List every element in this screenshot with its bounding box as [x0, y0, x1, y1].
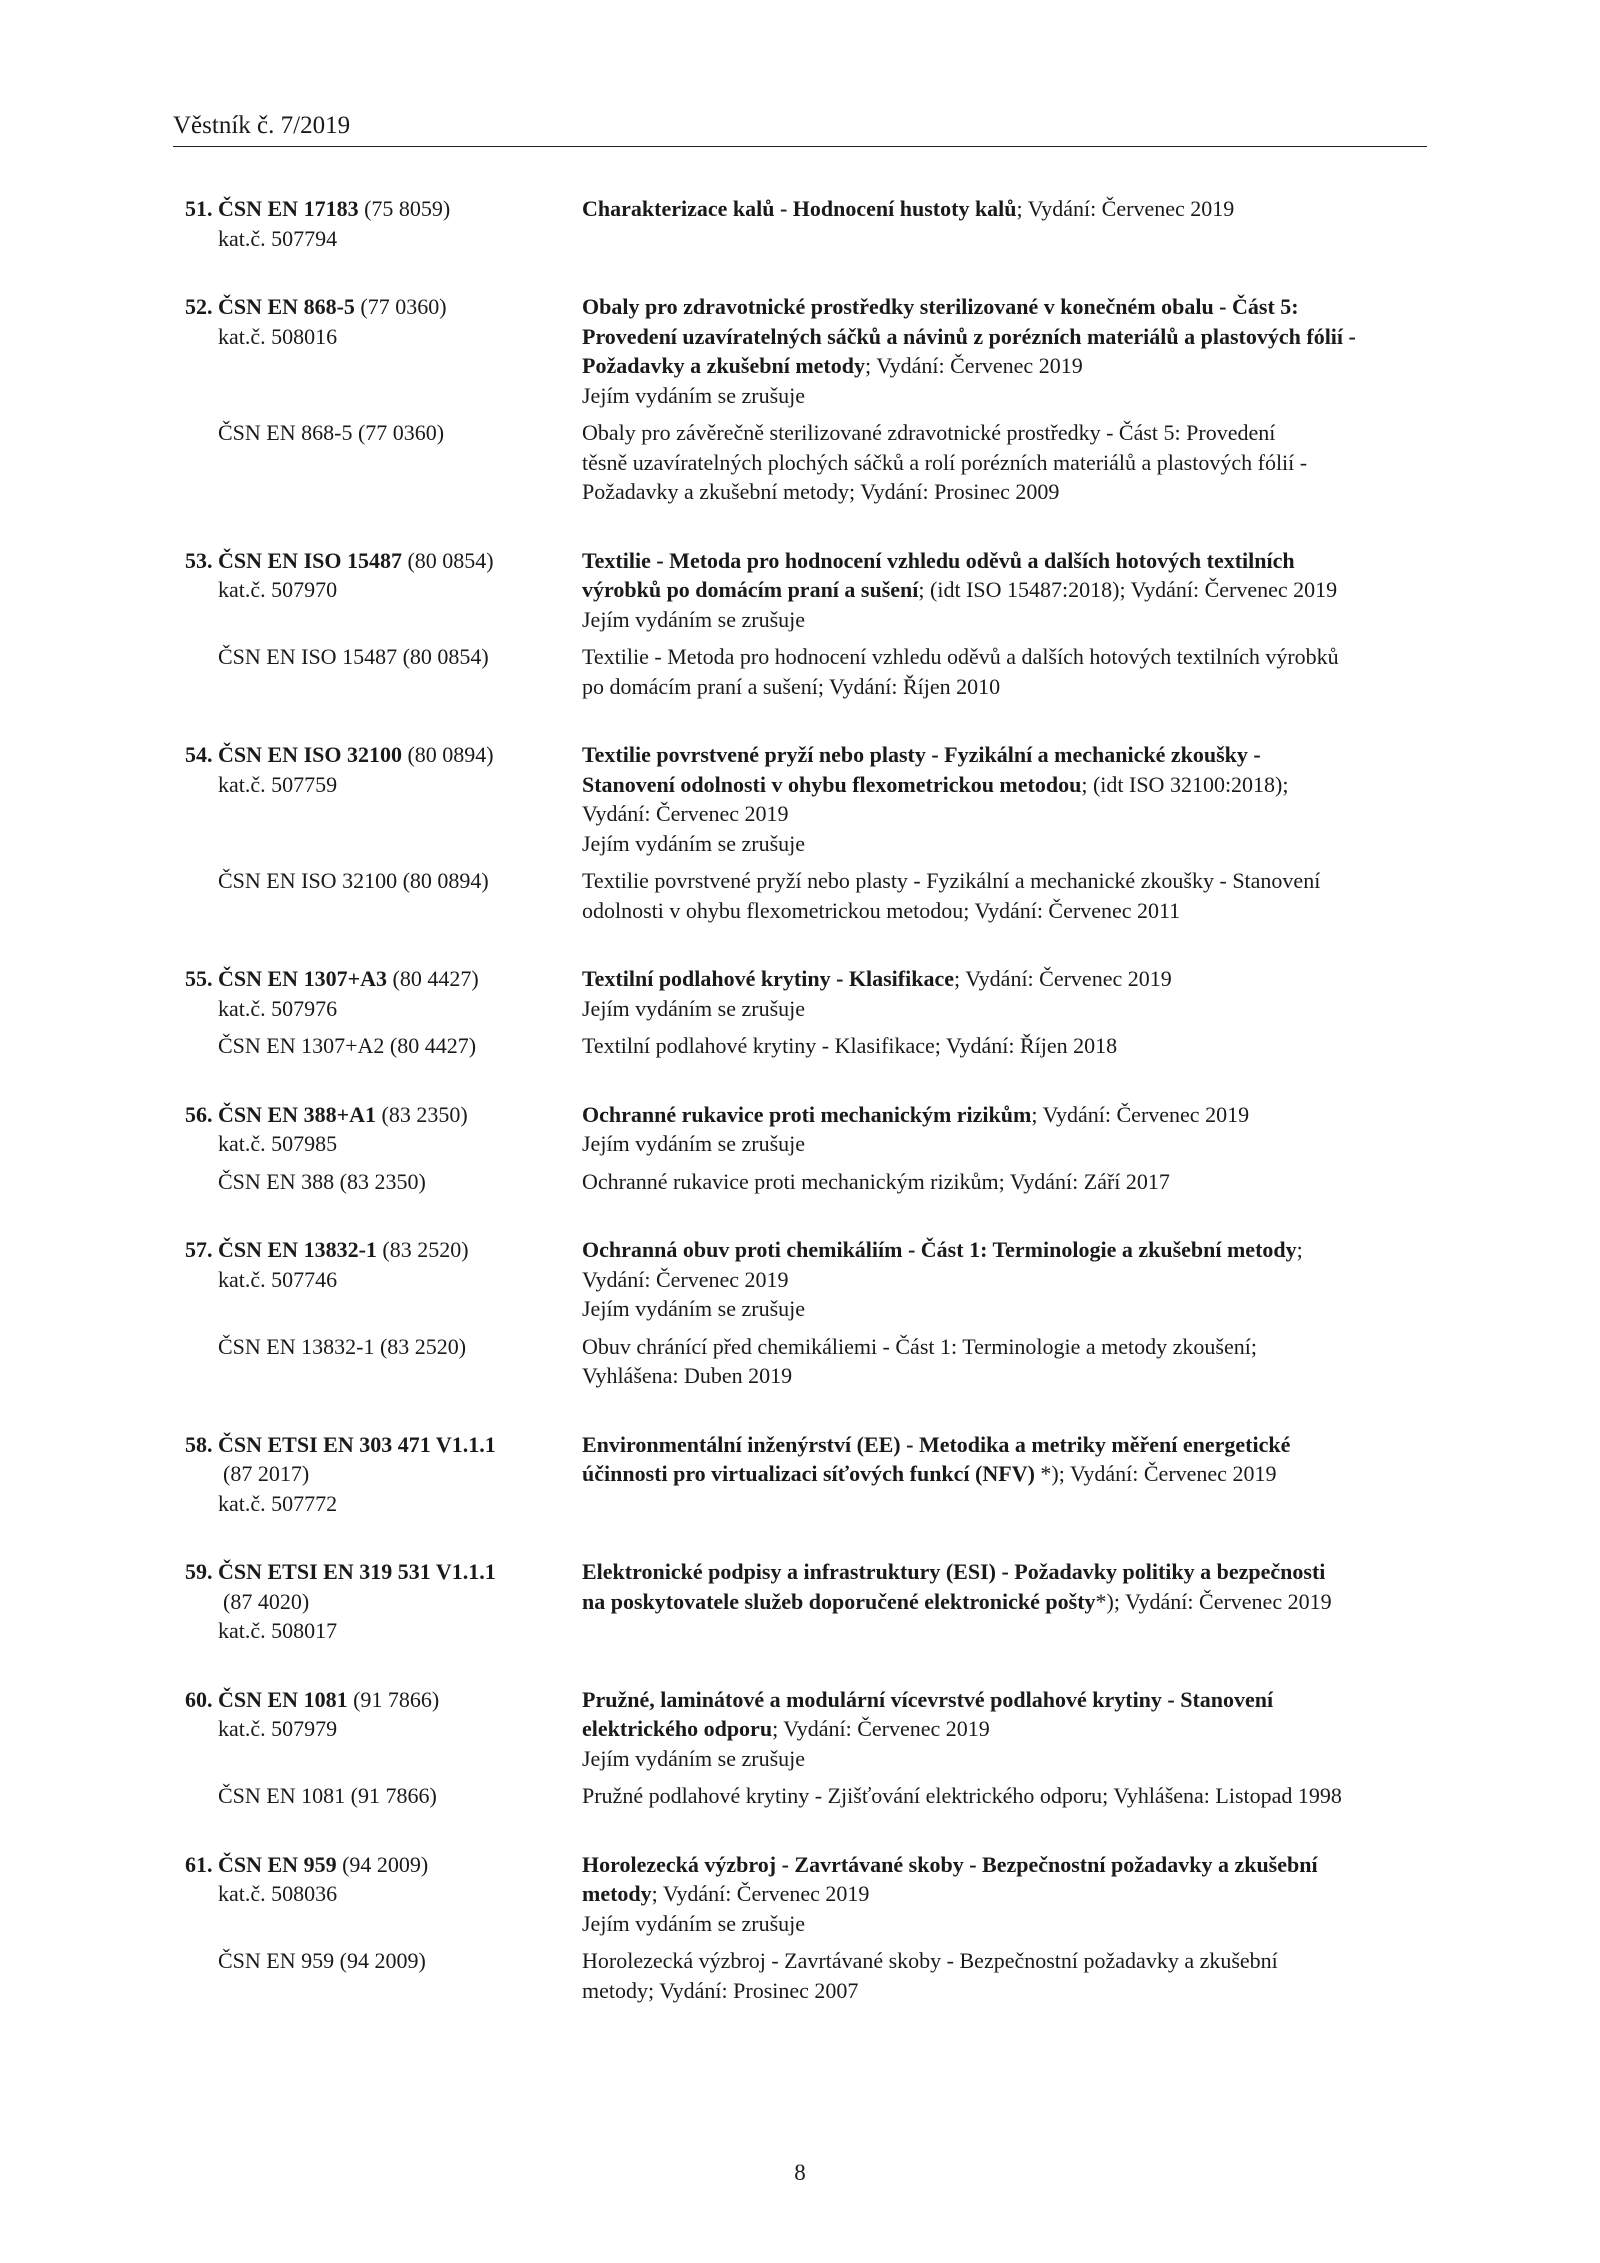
replaced-standard-text: těsně uzavíratelných plochých sáčků a rolí porézních materiálů a plastových fólií -: [582, 449, 1308, 475]
class-code: (94 2009): [342, 1851, 429, 1877]
standard-code: ČSN EN 13832-1: [218, 1237, 377, 1262]
replaced-standard-text: Horolezecká výzbroj - Zavrtávané skoby - Bezpečnostní požadavky a zkušební: [582, 1948, 1278, 1973]
standard-entry-59: [185, 1557, 1430, 1646]
replaced-standard-text: metody; Vydání: Prosinec 2007: [582, 1977, 859, 2003]
bulletin-title: Věstník č. 7/2019: [173, 112, 351, 139]
class-code: (77 0360): [360, 294, 447, 319]
catalog-number: kat.č. 507970: [218, 577, 338, 602]
standard-code: ČSN ETSI EN 303 471 V1.1.1: [218, 1431, 496, 1457]
class-code: (87 2017): [223, 1461, 310, 1486]
issue-info: ; Vydání: Červenec 2019: [1031, 1101, 1250, 1127]
standard-code: ČSN EN 868-5: [218, 294, 355, 319]
issue-info: ; (idt ISO 15487:2018); Vydání: Červenec 2019: [918, 577, 1338, 602]
cancels-note: Jejím vydáním se zrušuje: [582, 382, 806, 408]
standard-title-line: Environmentální inženýrství (EE) - Metodika a metriky měření energetické: [582, 1431, 1291, 1457]
cancels-note: Jejím vydáním se zrušuje: [582, 1296, 806, 1321]
standard-code: ČSN EN 1307+A3: [218, 966, 387, 991]
entry-number: 54.: [185, 742, 213, 767]
replaced-standard-code: ČSN EN 388 (83 2350): [218, 1168, 426, 1194]
standard-title-line: Provedení uzavíratelných sáčků a návinů z porézních materiálů a plastových fólií -: [582, 323, 1356, 349]
catalog-number: kat.č. 507772: [218, 1490, 338, 1516]
standard-title-line: Elektronické podpisy a infrastruktury (ESI) - Požadavky politiky a bezpečnosti: [582, 1559, 1326, 1584]
class-code: (91 7866): [353, 1686, 440, 1712]
standards-list: [185, 194, 1430, 2044]
class-code: (80 4427): [392, 966, 479, 991]
standard-entry-60: [185, 1685, 1430, 1811]
replaced-standard-code: ČSN EN 959 (94 2009): [218, 1948, 426, 1973]
standard-code: ČSN EN ISO 32100: [218, 742, 402, 767]
issue-info: ; Vydání: Červenec 2019: [772, 1716, 990, 1741]
standard-code: ČSN EN ISO 15487: [218, 547, 402, 573]
standard-code: ČSN EN 388+A1: [218, 1101, 376, 1127]
standard-title-line: elektrického odporu: [582, 1716, 773, 1741]
standard-title-line: Horolezecká výzbroj - Zavrtávané skoby - Bezpečnostní požadavky a zkušební: [582, 1851, 1318, 1877]
entry-number: 59.: [185, 1559, 213, 1584]
entry-number: 51.: [185, 196, 213, 221]
replaced-standard-text: Vyhlášena: Duben 2019: [582, 1363, 793, 1388]
entry-number: 52.: [185, 294, 213, 319]
class-code: (87 4020): [223, 1588, 310, 1614]
class-code: (83 2350): [381, 1101, 468, 1127]
replaced-standard-text: Ochranné rukavice proti mechanickým rizikům; Vydání: Září 2017: [582, 1168, 1170, 1194]
cancels-note: Jejím vydáním se zrušuje: [582, 1745, 806, 1771]
catalog-number: kat.č. 507759: [218, 771, 338, 797]
standard-code: ČSN EN 1081: [218, 1686, 348, 1712]
replaced-standard-text: Textilie - Metoda pro hodnocení vzhledu oděvů a dalších hotových textilních výrobků: [582, 644, 1339, 669]
issue-info: ; (idt ISO 32100:2018);: [1081, 771, 1289, 797]
standard-code: ČSN EN 17183: [218, 196, 359, 221]
catalog-number: kat.č. 507976: [218, 995, 338, 1021]
replaced-standard-code: ČSN EN ISO 32100 (80 0894): [218, 868, 489, 893]
replaced-standard-text: Požadavky a zkušební metody; Vydání: Prosinec 2009: [582, 479, 1060, 504]
standard-entry-58: [185, 1430, 1430, 1519]
issue-info: Vydání: Červenec 2019: [582, 1266, 789, 1292]
cancels-note: Jejím vydáním se zrušuje: [582, 606, 806, 632]
page-header: [173, 111, 1427, 147]
entry-number: 60.: [185, 1686, 213, 1712]
standard-entry-55: [185, 964, 1430, 1061]
standard-entry-51: [185, 194, 1430, 253]
cancels-note: Jejím vydáním se zrušuje: [582, 1910, 806, 1936]
standard-title-line: Stanovení odolnosti v ohybu flexometrickou metodou: [582, 771, 1082, 797]
class-code: (80 0894): [407, 742, 494, 767]
entry-number: 53.: [185, 547, 213, 573]
standard-code: ČSN EN 959: [218, 1851, 337, 1877]
standard-title: Textilní podlahové krytiny - Klasifikace: [582, 966, 955, 991]
issue-info: ;: [1296, 1237, 1303, 1262]
standard-title-line: Požadavky a zkušební metody: [582, 353, 865, 378]
issue-info: Vydání: Červenec 2019: [582, 801, 789, 826]
standard-entry-52: [185, 292, 1430, 507]
class-code: (80 0854): [407, 547, 494, 573]
standard-title-line: výrobků po domácím praní a sušení: [582, 577, 919, 602]
catalog-number: kat.č. 508036: [218, 1881, 338, 1906]
standard-entry-61: [185, 1850, 1430, 2006]
cancels-note: Jejím vydáním se zrušuje: [582, 995, 806, 1021]
class-code: (75 8059): [364, 196, 451, 221]
catalog-number: kat.č. 507794: [218, 225, 338, 251]
catalog-number: kat.č. 507746: [218, 1266, 338, 1292]
catalog-number: kat.č. 507979: [218, 1716, 338, 1741]
replaced-standard-text: Obuv chránící před chemikáliemi - Část 1: Terminologie a metody zkoušení;: [582, 1333, 1257, 1359]
standard-title: Charakterizace kalů - Hodnocení hustoty kalů: [582, 196, 1017, 221]
class-code: (83 2520): [382, 1237, 469, 1262]
replaced-standard-text: po domácím praní a sušení; Vydání: Říjen 2010: [582, 673, 1001, 699]
replaced-standard-text: Pružné podlahové krytiny - Zjišťování elektrického odporu; Vyhlášena: Listopad 1998: [582, 1783, 1342, 1808]
catalog-number: kat.č. 508016: [218, 323, 338, 349]
standard-title-line: účinnosti pro virtualizaci síťových funkcí (NFV): [582, 1461, 1035, 1486]
issue-info: ; Vydání: Červenec 2019: [651, 1881, 870, 1906]
standard-title-line: metody: [582, 1881, 652, 1906]
standard-entry-54: [185, 740, 1430, 925]
standard-entry-53: [185, 546, 1430, 702]
replaced-standard-code: ČSN EN ISO 15487 (80 0854): [218, 644, 489, 669]
standard-code: ČSN ETSI EN 319 531 V1.1.1: [218, 1559, 496, 1584]
entry-number: 61.: [185, 1851, 213, 1877]
entry-number: 56.: [185, 1101, 213, 1127]
replaced-standard-code: ČSN EN 868-5 (77 0360): [218, 420, 445, 445]
standard-entry-56: [185, 1100, 1430, 1197]
catalog-number: kat.č. 507985: [218, 1131, 338, 1156]
standard-title-line: Textilie povrstvené pryží nebo plasty - Fyzikální a mechanické zkoušky -: [582, 742, 1261, 767]
standard-title-line: Obaly pro zdravotnické prostředky sterilizované v konečném obalu - Část 5:: [582, 294, 1299, 319]
issue-info: ; Vydání: Červenec 2019: [1016, 196, 1235, 221]
page-number: 8: [794, 2160, 806, 2185]
cancels-note: Jejím vydáním se zrušuje: [582, 830, 806, 856]
issue-info: *); Vydání: Červenec 2019: [1095, 1588, 1332, 1614]
issue-info: ; Vydání: Červenec 2019: [954, 966, 1172, 991]
entry-number: 57.: [185, 1237, 213, 1262]
replaced-standard-text: Textilie povrstvené pryží nebo plasty - Fyzikální a mechanické zkoušky - Stanovení: [582, 868, 1321, 893]
replaced-standard-code: ČSN EN 1081 (91 7866): [218, 1783, 437, 1808]
cancels-note: Jejím vydáním se zrušuje: [582, 1131, 806, 1156]
standard-entry-57: [185, 1235, 1430, 1391]
standard-title-line: Textilie - Metoda pro hodnocení vzhledu oděvů a dalších hotových textilních: [582, 547, 1295, 573]
entry-number: 58.: [185, 1431, 213, 1457]
issue-info: ; Vydání: Červenec 2019: [864, 353, 1083, 378]
replaced-standard-text: Obaly pro závěrečně sterilizované zdravotnické prostředky - Část 5: Provedení: [582, 420, 1276, 445]
standard-title-line: Pružné, laminátové a modulární vícevrstvé podlahové krytiny - Stanovení: [582, 1686, 1274, 1712]
standard-title: Ochranná obuv proti chemikáliím - Část 1: Terminologie a zkušební metody: [582, 1237, 1297, 1262]
replaced-standard-code: ČSN EN 13832-1 (83 2520): [218, 1333, 467, 1359]
catalog-number: kat.č. 508017: [218, 1618, 338, 1643]
replaced-standard-code: ČSN EN 1307+A2 (80 4427): [218, 1033, 477, 1058]
issue-info: *); Vydání: Červenec 2019: [1034, 1461, 1277, 1486]
standard-title-line: na poskytovatele služeb doporučené elektronické pošty: [582, 1588, 1096, 1614]
replaced-standard-text: Textilní podlahové krytiny - Klasifikace; Vydání: Říjen 2018: [582, 1033, 1118, 1058]
entry-number: 55.: [185, 966, 213, 991]
standard-title: Ochranné rukavice proti mechanickým rizikům: [582, 1101, 1032, 1127]
replaced-standard-text: odolnosti v ohybu flexometrickou metodou; Vydání: Červenec 2011: [582, 897, 1181, 923]
